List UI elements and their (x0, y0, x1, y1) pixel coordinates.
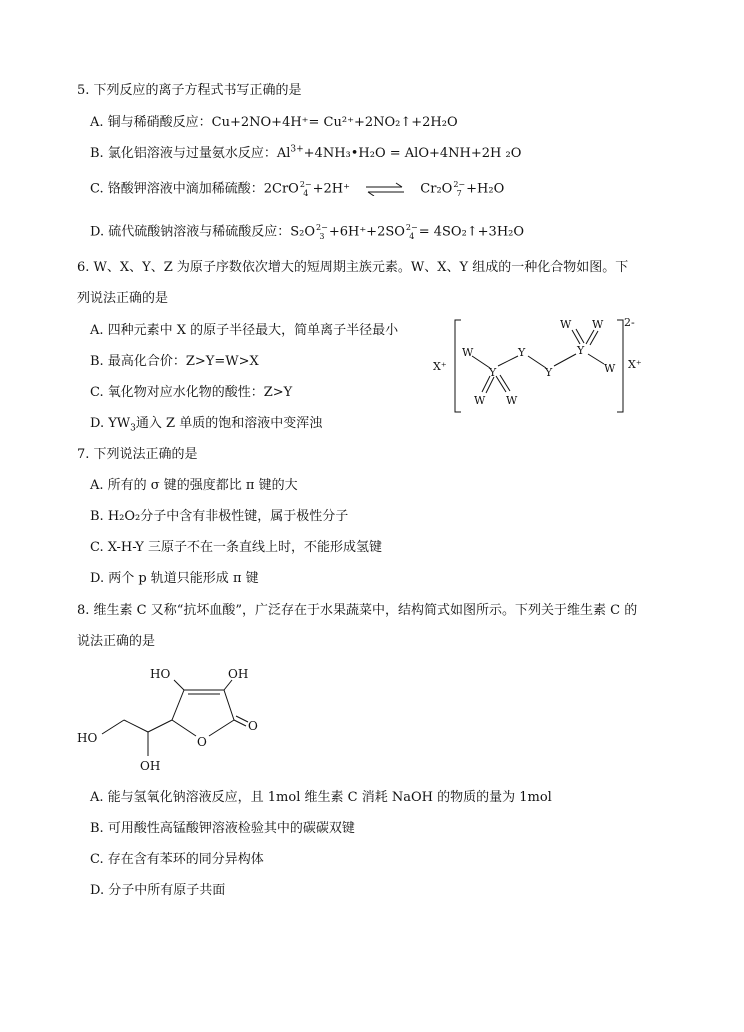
q5-option-d-eq-part: = 4SO₂↑+3H₂O (418, 224, 525, 240)
equilibrium-arrow-icon (364, 182, 406, 196)
q5-option-d-ion-fraction (406, 223, 418, 241)
ring-oxygen-label: O (197, 735, 207, 749)
q8-stem-line2: 说法正确的是 (77, 634, 156, 649)
double-bond (586, 330, 594, 344)
ring-bond (172, 690, 184, 720)
hydroxyl-label: OH (228, 667, 249, 681)
atom-y: Y (489, 366, 497, 379)
atom-w: W (506, 394, 518, 407)
bond (224, 680, 232, 690)
q5-option-b-charge: 3+ (290, 144, 304, 155)
bond (124, 720, 148, 732)
double-bond (500, 375, 510, 391)
ring-bond (172, 720, 196, 736)
q5-option-d (90, 223, 524, 242)
q5-option-b (90, 145, 521, 163)
q6-structure-diagram (428, 312, 660, 420)
q5-option-b-eq-part: +4NH₃•H₂O = AlO+4NH+2H ₂O (303, 146, 522, 161)
q6-option-c: C. 氧化物对应水化物的酸性：Z>Y (90, 385, 293, 400)
q5-option-c-eq-part: +2H⁺ (312, 181, 351, 197)
bond (498, 356, 518, 366)
bond (528, 356, 546, 368)
frac-top: 2− (316, 223, 328, 232)
q7-option-c: C. X-H-Y 三原子不在一条直线上时，不能形成氢键 (90, 540, 382, 555)
atom-y: Y (545, 366, 553, 379)
q6-option-a: A. 四种元素中 X 的原子半径最大，简单离子半径最小 (90, 323, 399, 338)
q6-option-d-text: D. YW (90, 416, 131, 431)
atom-w: W (560, 318, 572, 331)
frac-top: 2− (299, 180, 312, 189)
carbonyl-oxygen-label: O (248, 719, 258, 733)
atom-w: W (474, 394, 486, 407)
q5-option-a (90, 114, 458, 132)
bond (174, 680, 184, 690)
q7-option-a: A. 所有的 σ 键的强度都比 π 键的大 (90, 478, 298, 493)
left-bracket (455, 320, 461, 412)
q8-option-c: C. 存在含有苯环的同分异构体 (90, 852, 264, 867)
double-bond (590, 331, 598, 345)
q8-option-d: D. 分子中所有原子共面 (90, 883, 226, 898)
cation-right: X⁺ (628, 358, 642, 371)
q5-option-c (90, 180, 504, 199)
frac-bottom: 3 (319, 232, 325, 241)
atom-w: W (604, 362, 616, 375)
q6-option-d-text: 通入 Z 单质的饱和溶液中变浑浊 (135, 416, 323, 431)
bond (148, 720, 172, 732)
q5-option-d-eq-part: +6H⁺+2SO (328, 224, 405, 240)
bond (472, 356, 490, 368)
frac-bottom: 7 (456, 189, 462, 198)
q8-vitamin-c-structure (74, 660, 274, 780)
q6-stem-line2: 列说法正确的是 (77, 291, 169, 306)
atom-y: Y (518, 346, 526, 359)
frac-bottom: 4 (409, 232, 415, 241)
q5-option-a-eq: Cu+2NO+4H⁺= Cu²⁺+2NO₂↑+2H₂O (211, 115, 458, 130)
double-bond (496, 376, 506, 392)
q5-option-c-ion-fraction (453, 180, 465, 198)
atom-y: Y (577, 344, 585, 357)
ion-charge: 2- (624, 316, 635, 329)
q8-stem-line1: 8. 维生素 C 又称“抗坏血酸”，广泛存在于水果蔬菜中，结构简式如图所示。下列关于维生素 C 的 (77, 603, 638, 618)
atom-w: W (592, 318, 604, 331)
q5-option-c-eq-part: Cr₂O (420, 181, 453, 197)
double-bond (486, 377, 494, 393)
q6-option-d (90, 415, 322, 433)
q5-option-c-ion-fraction (300, 180, 312, 198)
double-bond (576, 329, 584, 343)
q5-option-c-eq-part: +H₂O (466, 181, 505, 197)
frac-bottom: 4 (303, 189, 309, 198)
q5-option-c-eq-part: 2CrO (263, 181, 299, 197)
q6-option-b: B. 最高化合价：Z>Y=W>X (90, 354, 259, 369)
bond (554, 354, 576, 366)
q7-option-d: D. 两个 p 轨道只能形成 π 键 (90, 571, 259, 586)
carbonyl-bond (234, 720, 246, 726)
ring-bond (209, 720, 234, 736)
carbonyl-bond (236, 716, 248, 722)
q5-option-d-label: D. 硫代硫酸钠溶液与稀硫酸反应： (90, 224, 291, 240)
atom-w: W (462, 346, 474, 359)
q5-option-d-ion-fraction (316, 223, 328, 241)
q6-option-d-subscript: 3 (130, 423, 136, 434)
q7-stem: 7. 下列说法正确的是 (77, 447, 198, 462)
cation-left: X⁺ (433, 360, 447, 373)
double-bond (572, 330, 580, 344)
q8-option-a: A. 能与氢氧化钠溶液反应，且 1mol 维生素 C 消耗 NaOH 的物质的量为 1mol (90, 790, 552, 805)
q5-option-b-label: B. 氯化铝溶液与过量氨水反应： (90, 146, 277, 161)
q5-option-c-label: C. 铬酸钾溶液中滴加稀硫酸： (90, 181, 264, 197)
hydroxyl-label: HO (77, 731, 98, 745)
q5-option-d-eq-part: S₂O (290, 224, 316, 240)
hydroxyl-label: OH (140, 759, 161, 773)
hydroxyl-label: HO (150, 667, 171, 681)
q5-option-a-label: A. 铜与稀硝酸反应： (90, 115, 212, 130)
q5-option-b-eq-part: Al (276, 146, 291, 161)
q7-option-b: B. H₂O₂分子中含有非极性键，属于极性分子 (90, 509, 349, 524)
frac-top: 2− (453, 180, 466, 189)
q5-stem: 5. 下列反应的离子方程式书写正确的是 (77, 83, 302, 98)
bond (102, 720, 124, 734)
q8-option-b: B. 可用酸性高锰酸钾溶液检验其中的碳碳双键 (90, 821, 355, 836)
frac-top: 2− (405, 223, 418, 232)
ring-bond (224, 690, 234, 720)
right-bracket (617, 320, 623, 412)
bond (588, 354, 604, 364)
q6-stem-line1: 6. W、X、Y、Z 为原子序数依次增大的短周期主族元素。W、X、Y 组成的一种化合物如图。下 (77, 260, 629, 275)
